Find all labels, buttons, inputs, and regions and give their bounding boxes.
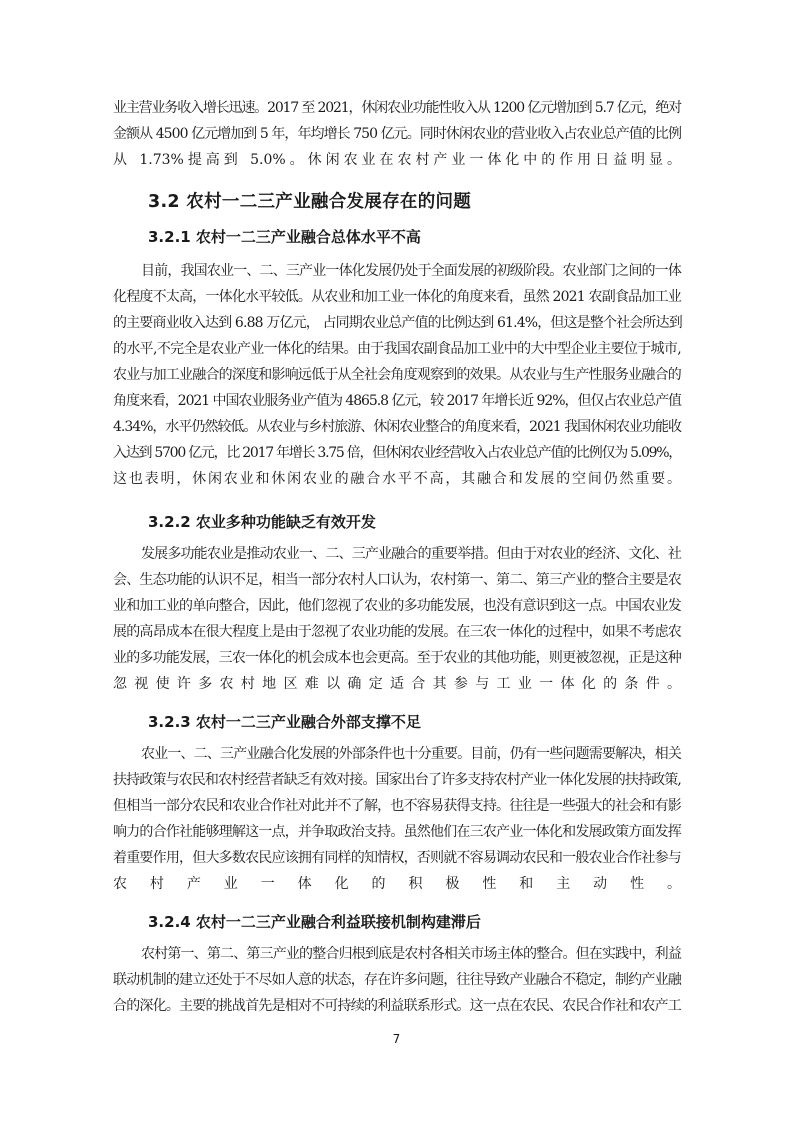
text-line: 响力的合作社能够理解这一点，并争取政治支持。虽然他们在三农产业一体化和发展政策方面发挥 (113, 824, 681, 840)
text-line: 化程度不太高，一体化水平较低。从农业和加工业一体化的角度来看，虽然 2021 农副食品加工业 (113, 289, 682, 305)
text-line: 发展多功能农业是推动农业一、二、三产业融合的重要举措。但由于对农业的经济、文化、社 (141, 546, 682, 562)
text-line: 目前，我国农业一、二、三产业一体化发展仍处于全面发展的初级阶段。农业部门之间的一体 (141, 263, 682, 279)
intro-paragraph (113, 95, 681, 173)
text-line: 业和加工业的单向整合，因此，他们忽视了农业的多功能发展，也没有意识到这一点。中国农业发 (113, 598, 681, 614)
text-line: 忽视使许多农村地区难以确定适合其参与工业一体化的条件。 (113, 676, 681, 692)
text-line: 农业一、二、三产业融合化发展的外部条件也十分重要。目前，仍有一些问题需要解决，相关 (141, 746, 682, 762)
text-line: 的主要商业收入达到 6.88 万亿元， 占同期农业总产值的比例达到 61.4%，但这是整个社会所达到 (113, 315, 682, 331)
text-line: 4.34%，水平仍然较低。从农业与乡村旅游、休闲农业整合的角度来看，2021 我国休闲农业功能收 (113, 419, 681, 435)
text-line: 入达到 5700 亿元，比 2017 年增长 3.75 倍，但休闲农业经营收入占农业总产值的比例仅为 5.09%， (113, 445, 682, 461)
text-line: 业的多功能发展，三农一体化的机会成本也会更高。至于农业的其他功能，则更被忽视，正是这种 (113, 650, 681, 666)
text-line: 从 1.73%提高到 5.0%。休闲农业在农村产业一体化中的作用日益明显。 (113, 152, 681, 168)
subsection-heading: 3.2.3 农村一二三产业融合外部支撑不足 (148, 713, 421, 731)
subsection-paragraph (113, 941, 681, 1019)
text-line: 但相当一部分农民和农业合作社对此并不了解，也不容易获得支持。往往是一些强大的社会和有影 (113, 798, 681, 814)
text-line: 合的深化。主要的挑战首先是相对不可持续的利益联系形式。这一点在农民、农民合作社和农产工 (113, 998, 681, 1014)
subsection-heading: 3.2.4 农村一二三产业融合利益联接机制构建滞后 (148, 913, 481, 931)
text-line: 角度来看，2021 中国农业服务业产值为 4865.8 亿元，较 2017 年增长近 92%，但仅占农业总产值 (113, 393, 681, 409)
subsection-paragraph (113, 741, 681, 897)
text-line: 展的高昂成本在很大程度上是由于忽视了农业功能的发展。在三农一体化的过程中，如果不考虑农 (113, 624, 681, 640)
text-line: 扶持政策与农民和农村经营者缺乏有效对接。国家出台了许多支持农村产业一体化发展的扶持政策, (113, 772, 681, 788)
text-line: 业主营业务收入增长迅速。2017 至 2021，休闲农业功能性收入从 1200 亿元增加到 5.7 亿元，绝对 (113, 100, 681, 116)
text-line: 的水平,不完全是农业产业一体化的结果。由于我国农副食品加工业中的大中型企业主要位于城市, (113, 341, 681, 357)
text-line: 农业与加工业融合的深度和影响远低于从全社会角度观察到的效果。从农业与生产性服务业融合的 (113, 367, 681, 383)
text-line: 会、生态功能的认识不足，相当一部分农村人口认为，农村第一、第二、第三产业的整合主要是农 (113, 572, 681, 588)
subsection-heading: 3.2.2 农业多种功能缺乏有效开发 (148, 513, 376, 531)
subsection-paragraph (113, 258, 681, 492)
text-line: 农村第一、第二、第三产业的整合归根到底是农村各相关市场主体的整合。但在实践中，利益 (141, 946, 682, 962)
text-line: 农村产业一体化的积极性和主动性。 (113, 876, 681, 892)
text-line: 着重要作用，但大多数农民应该拥有同样的知情权，否则就不容易调动农民和一般农业合作社参与 (113, 850, 681, 866)
subsection-heading: 3.2.1 农村一二三产业融合总体水平不高 (148, 228, 421, 246)
subsection-paragraph (113, 541, 681, 697)
text-line: 这也表明，休闲农业和休闲农业的融合水平不高，其融合和发展的空间仍然重要。 (113, 471, 681, 487)
page-number: 7 (392, 1032, 401, 1046)
section-heading: 3.2 农村一二三产业融合发展存在的问题 (148, 192, 472, 212)
text-line: 联动机制的建立还处于不尽如人意的状态，存在许多问题，往往导致产业融合不稳定，制约产业融 (113, 972, 681, 988)
text-line: 金额从 4500 亿元增加到 5 年，年均增长 750 亿元。同时休闲农业的营业收入占农业总产值的比例 (113, 126, 681, 142)
